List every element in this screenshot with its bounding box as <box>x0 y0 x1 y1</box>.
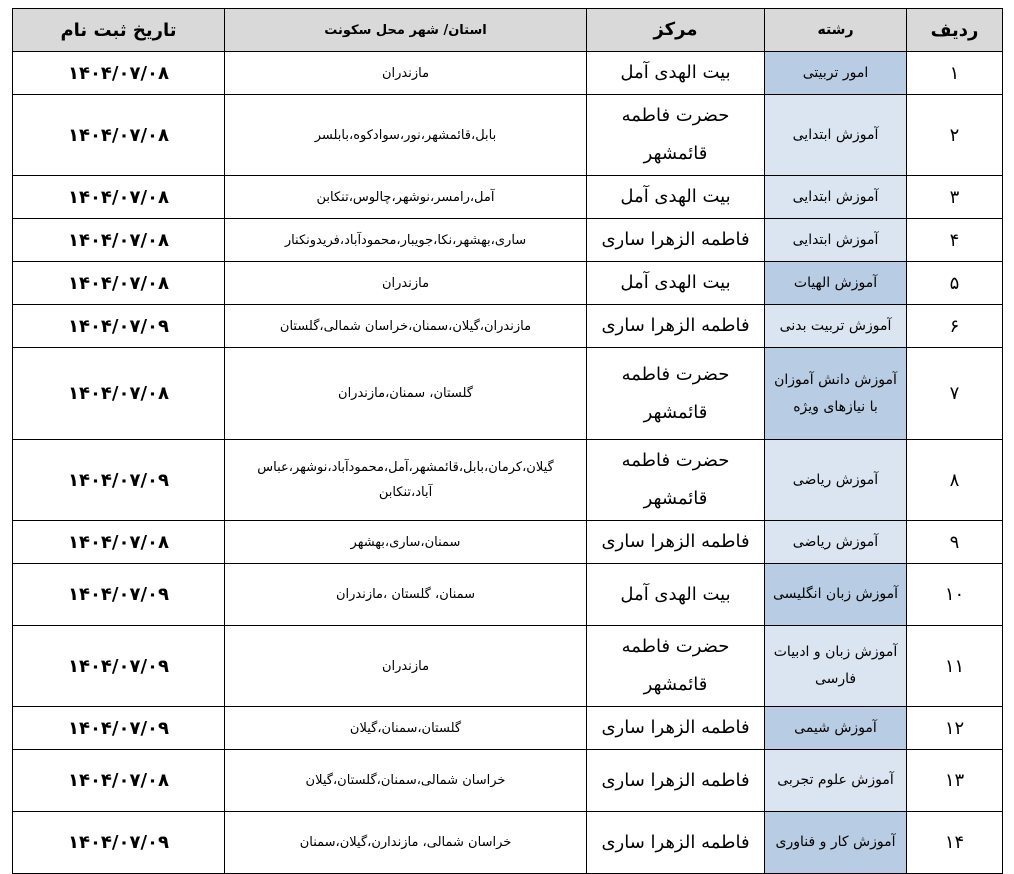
row-center: بیت الهدی آمل <box>587 52 765 95</box>
row-center: بیت الهدی آمل <box>587 564 765 626</box>
table-row <box>13 219 1003 262</box>
row-index: ۴ <box>907 219 1003 262</box>
header-city: استان/ شهر محل سکونت <box>225 9 587 52</box>
header-field: رشته <box>765 9 907 52</box>
row-city: مازندران،گیلان،سمنان،خراسان شمالی،گلستان <box>225 305 587 348</box>
table-row <box>13 564 1003 626</box>
row-center: فاطمه الزهرا ساری <box>587 521 765 564</box>
row-date: ۱۴۰۴/۰۷/۰۸ <box>13 348 225 440</box>
row-date: ۱۴۰۴/۰۷/۰۸ <box>13 750 225 812</box>
table-row <box>13 440 1003 521</box>
row-index: ۱۳ <box>907 750 1003 812</box>
table-row <box>13 521 1003 564</box>
row-field: آموزش ریاضی <box>765 440 907 521</box>
row-city: گلستان،سمنان،گیلان <box>225 707 587 750</box>
row-index: ۱ <box>907 52 1003 95</box>
row-index: ۱۲ <box>907 707 1003 750</box>
row-index: ۳ <box>907 176 1003 219</box>
row-center: حضرت فاطمه قائمشهر <box>587 626 765 707</box>
row-date: ۱۴۰۴/۰۷/۰۹ <box>13 812 225 874</box>
row-date: ۱۴۰۴/۰۷/۰۸ <box>13 521 225 564</box>
row-index: ۹ <box>907 521 1003 564</box>
row-center: فاطمه الزهرا ساری <box>587 750 765 812</box>
row-index: ۱۰ <box>907 564 1003 626</box>
header-idx: ردیف <box>907 9 1003 52</box>
row-center: فاطمه الزهرا ساری <box>587 812 765 874</box>
row-index: ۵ <box>907 262 1003 305</box>
row-center: حضرت فاطمه قائمشهر <box>587 440 765 521</box>
row-center: فاطمه الزهرا ساری <box>587 305 765 348</box>
row-field: آموزش ابتدایی <box>765 219 907 262</box>
row-index: ۱۱ <box>907 626 1003 707</box>
table-row <box>13 52 1003 95</box>
row-index: ۸ <box>907 440 1003 521</box>
row-center: حضرت فاطمه قائمشهر <box>587 348 765 440</box>
row-city: آمل،رامسر،نوشهر،چالوس،تنکابن <box>225 176 587 219</box>
row-date: ۱۴۰۴/۰۷/۰۹ <box>13 440 225 521</box>
row-index: ۶ <box>907 305 1003 348</box>
row-city: سمنان، گلستان ،مازندران <box>225 564 587 626</box>
row-city: مازندران <box>225 262 587 305</box>
row-city: سمنان،ساری،بهشهر <box>225 521 587 564</box>
row-date: ۱۴۰۴/۰۷/۰۹ <box>13 305 225 348</box>
row-field: آموزش زبان انگلیسی <box>765 564 907 626</box>
row-field: آموزش الهیات <box>765 262 907 305</box>
row-field: آموزش ریاضی <box>765 521 907 564</box>
row-index: ۲ <box>907 95 1003 176</box>
row-date: ۱۴۰۴/۰۷/۰۸ <box>13 52 225 95</box>
row-city: خراسان شمالی،سمنان،گلستان،گیلان <box>225 750 587 812</box>
row-center: بیت الهدی آمل <box>587 262 765 305</box>
table-row <box>13 707 1003 750</box>
row-field: آموزش ابتدایی <box>765 95 907 176</box>
row-field: آموزش شیمی <box>765 707 907 750</box>
row-field: آموزش ابتدایی <box>765 176 907 219</box>
row-city: مازندران <box>225 626 587 707</box>
row-date: ۱۴۰۴/۰۷/۰۹ <box>13 707 225 750</box>
row-city: گیلان،کرمان،بابل،قائمشهر،آمل،محمودآباد،نوشهر،عباس آباد،تنکابن <box>225 440 587 521</box>
registration-table <box>12 8 1003 874</box>
table-row <box>13 95 1003 176</box>
row-date: ۱۴۰۴/۰۷/۰۹ <box>13 564 225 626</box>
row-date: ۱۴۰۴/۰۷/۰۸ <box>13 95 225 176</box>
row-city: بابل،قائمشهر،نور،سوادکوه،بابلسر <box>225 95 587 176</box>
row-index: ۱۴ <box>907 812 1003 874</box>
row-field: آموزش زبان و ادبیات فارسی <box>765 626 907 707</box>
row-date: ۱۴۰۴/۰۷/۰۹ <box>13 626 225 707</box>
row-center: فاطمه الزهرا ساری <box>587 219 765 262</box>
table-row <box>13 626 1003 707</box>
row-center: حضرت فاطمه قائمشهر <box>587 95 765 176</box>
row-center: فاطمه الزهرا ساری <box>587 707 765 750</box>
table-row <box>13 262 1003 305</box>
table-row <box>13 305 1003 348</box>
header-date: تاریخ ثبت نام <box>13 9 225 52</box>
table-header-row <box>13 9 1003 52</box>
row-center: بیت الهدی آمل <box>587 176 765 219</box>
row-date: ۱۴۰۴/۰۷/۰۸ <box>13 176 225 219</box>
row-city: مازندران <box>225 52 587 95</box>
row-city: خراسان شمالی، مازندارن،گیلان،سمنان <box>225 812 587 874</box>
row-field: آموزش کار و فناوری <box>765 812 907 874</box>
row-field: آموزش تربیت بدنی <box>765 305 907 348</box>
table-row <box>13 176 1003 219</box>
row-city: گلستان، سمنان،مازندران <box>225 348 587 440</box>
table-row <box>13 348 1003 440</box>
row-city: ساری،بهشهر،نکا،جویبار،محمودآباد،فریدونکنار <box>225 219 587 262</box>
row-date: ۱۴۰۴/۰۷/۰۸ <box>13 219 225 262</box>
row-index: ۷ <box>907 348 1003 440</box>
row-field: آموزش دانش آموزان با نیازهای ویژه <box>765 348 907 440</box>
row-field: آموزش علوم تجربی <box>765 750 907 812</box>
row-field: امور تربیتی <box>765 52 907 95</box>
row-date: ۱۴۰۴/۰۷/۰۸ <box>13 262 225 305</box>
header-center: مرکز <box>587 9 765 52</box>
table-row <box>13 750 1003 812</box>
